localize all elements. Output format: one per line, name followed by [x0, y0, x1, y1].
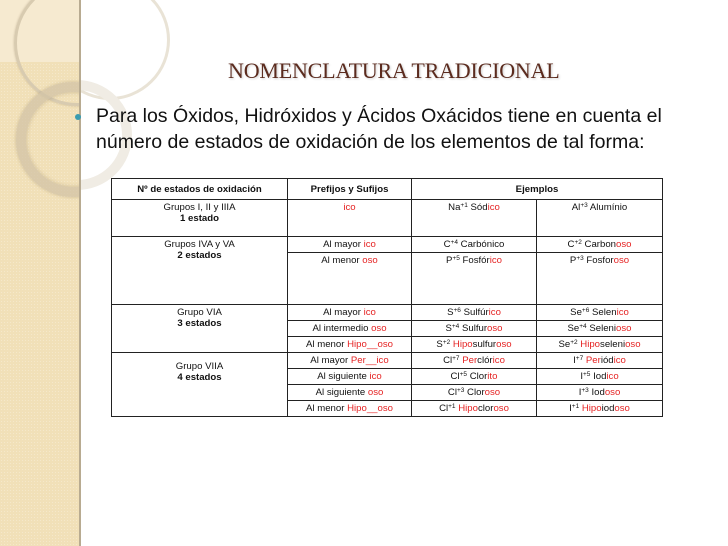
example-1	[412, 353, 537, 369]
bullet-icon	[75, 114, 81, 120]
example-1	[412, 385, 537, 401]
oxidation-number: +4	[579, 323, 587, 330]
red-affix: Per	[585, 355, 601, 366]
table-header-row	[112, 179, 663, 200]
decorative-ring	[16, 82, 81, 197]
name-part: Sulfur	[461, 323, 488, 334]
element-symbol: Al	[571, 202, 581, 213]
group-name: Grupo VIA	[177, 307, 222, 318]
oxidation-number: +5	[452, 255, 460, 262]
name-part: Alumínio	[589, 202, 628, 213]
red-affix: ico	[343, 202, 356, 213]
red-affix: ico	[606, 371, 619, 382]
group-cell	[112, 305, 288, 353]
red-affix: oso	[613, 255, 630, 266]
example-2	[537, 200, 663, 237]
element-symbol: C	[443, 239, 451, 250]
name-part: Sulfúr	[463, 307, 489, 318]
example-2	[537, 321, 663, 337]
example-2	[537, 253, 663, 305]
oxidation-number: +5	[582, 371, 591, 378]
element-symbol: I	[569, 403, 572, 414]
red-affix: ico	[363, 307, 376, 318]
red-affix: oso	[484, 387, 501, 398]
red-affix: ico	[616, 307, 629, 318]
prefix-suffix-rule	[288, 200, 412, 237]
red-affix: oso	[616, 239, 632, 250]
element-symbol: Cl	[443, 355, 453, 366]
name-part: Sód	[470, 202, 488, 213]
red-affix: Hipo	[580, 339, 601, 350]
example-1	[412, 253, 537, 305]
element-symbol: I	[578, 387, 582, 398]
red-affix: oso	[616, 323, 632, 334]
example-1	[412, 200, 537, 237]
group-name: Grupos I, II y IIIA	[163, 202, 236, 213]
red-affix: oso	[496, 339, 512, 350]
element-symbol: P	[446, 255, 453, 266]
name-part: Selen	[592, 307, 617, 318]
example-2	[537, 353, 663, 369]
group-cell	[112, 353, 288, 417]
oxidation-number: +2	[574, 239, 582, 246]
red-affix: Hipo	[458, 403, 478, 414]
red-affix: oso	[367, 387, 384, 398]
red-affix: ico	[488, 307, 501, 318]
prefix-suffix-rule	[288, 321, 412, 337]
prefix-suffix-rule	[288, 369, 412, 385]
prefix-suffix-rule	[288, 253, 412, 305]
group-name: Grupos IVA y VA	[164, 239, 235, 250]
red-affix: oso	[487, 323, 503, 334]
name-part: sulfur	[472, 339, 497, 350]
name-part: iód	[600, 355, 614, 366]
prefix-suffix-rule	[288, 401, 412, 417]
table-row	[112, 305, 663, 321]
red-affix: Hipo	[452, 339, 473, 350]
name-part: clór	[477, 355, 493, 366]
element-symbol: I	[573, 355, 576, 366]
table-row	[112, 237, 663, 253]
red-affix: ico	[489, 255, 502, 266]
oxidation-number: +3	[581, 387, 589, 394]
oxidation-number: +7	[575, 355, 584, 362]
element-symbol: S	[445, 323, 452, 334]
element-symbol: S	[436, 339, 443, 350]
element-symbol: Cl	[439, 403, 449, 414]
header-examples: Ejemplos	[412, 179, 663, 200]
text-part: Al mayor	[310, 355, 351, 366]
red-affix: ico	[613, 355, 626, 366]
name-part: Carbónico	[460, 239, 505, 250]
bullet-text: Para los Óxidos, Hidróxidos y Ácidos Oxácidos tiene en cuenta el número de estados de oxidación de los elementos de tal forma:	[96, 105, 662, 153]
oxidation-number: +4	[450, 239, 458, 246]
red-affix: oso	[625, 339, 641, 350]
element-symbol: C	[567, 239, 575, 250]
red-affix: ito	[487, 371, 498, 382]
red-affix: ico	[369, 371, 382, 382]
name-part: Clor	[469, 371, 488, 382]
red-affix: oso	[493, 403, 509, 414]
name-part: iod	[601, 403, 615, 414]
group-name: Grupo VIIA	[175, 361, 224, 372]
oxidation-number: +3	[576, 255, 584, 262]
name-part: clor	[477, 403, 494, 414]
text-part: Al intermedio	[312, 323, 372, 334]
oxidation-number: +6	[453, 307, 461, 314]
text-part: Al siguiente	[315, 387, 368, 398]
example-2	[537, 337, 663, 353]
name-part: Seleni	[589, 323, 617, 334]
oxidation-number: +6	[581, 307, 590, 314]
element-symbol: S	[447, 307, 454, 318]
oxidation-number: +1	[571, 403, 580, 410]
name-part: Clor	[467, 387, 485, 398]
example-2	[537, 237, 663, 253]
group-states: 4 estados	[177, 372, 222, 383]
name-part: Carbon	[584, 239, 617, 250]
element-symbol: Se	[570, 307, 582, 318]
oxidation-number: +2	[442, 339, 451, 346]
name-part: Fosfor	[586, 255, 614, 266]
group-states: 1 estado	[180, 213, 219, 224]
text-part: Al menor	[321, 255, 363, 266]
oxidation-number: +1	[460, 202, 468, 209]
red-affix: ico	[492, 355, 505, 366]
prefix-suffix-rule	[288, 385, 412, 401]
example-2	[537, 305, 663, 321]
oxidation-number: +3	[456, 387, 465, 394]
header-prefixes-suffixes: Prefijos y Sufijos	[288, 179, 412, 200]
oxidation-number: +3	[580, 202, 588, 209]
prefix-suffix-rule	[288, 353, 412, 369]
red-affix: Hipo__oso	[347, 339, 393, 350]
element-symbol: Se	[558, 339, 571, 350]
nomenclature-table	[111, 178, 663, 417]
example-2	[537, 385, 663, 401]
example-1	[412, 401, 537, 417]
text-part: Al siguiente	[317, 371, 370, 382]
name-part: Iod	[591, 387, 605, 398]
name-part: Iod	[593, 371, 607, 382]
oxidation-number: +1	[448, 403, 456, 410]
prefix-suffix-rule	[288, 237, 412, 253]
name-part: Fosfór	[462, 255, 490, 266]
example-2	[537, 401, 663, 417]
example-2	[537, 369, 663, 385]
oxidation-number: +7	[452, 355, 460, 362]
red-affix: Hipo__oso	[347, 403, 393, 414]
element-symbol: Cl	[450, 371, 460, 382]
red-affix: ico	[487, 202, 500, 213]
group-cell	[112, 237, 288, 305]
example-1	[412, 369, 537, 385]
red-affix: oso	[604, 387, 621, 398]
red-affix: ico	[363, 239, 376, 250]
text-part: Al menor	[306, 339, 348, 350]
oxidation-number: +4	[451, 323, 460, 330]
element-symbol: P	[569, 255, 577, 266]
red-affix: oso	[614, 403, 630, 414]
text-part: Al mayor	[323, 307, 364, 318]
table-row	[112, 353, 663, 369]
red-affix: oso	[371, 323, 387, 334]
text-part: Al menor	[306, 403, 348, 414]
slide-title: NOMENCLATURA TRADICIONAL	[228, 58, 560, 83]
oxidation-number: +2	[570, 339, 578, 346]
group-states: 2 estados	[177, 250, 222, 261]
group-states: 3 estados	[177, 318, 222, 329]
example-1	[412, 237, 537, 253]
element-symbol: Se	[567, 323, 580, 334]
element-symbol: I	[580, 371, 583, 382]
header-oxidation-states: Nº de estados de oxidación	[112, 179, 288, 200]
example-1	[412, 305, 537, 321]
red-affix: oso	[362, 255, 378, 266]
element-symbol: Na	[448, 202, 461, 213]
oxidation-number: +5	[459, 371, 468, 378]
group-cell	[112, 200, 288, 237]
name-part: seleni	[600, 339, 626, 350]
element-symbol: Cl	[447, 387, 457, 398]
table-row	[112, 200, 663, 237]
prefix-suffix-rule	[288, 305, 412, 321]
example-1	[412, 337, 537, 353]
red-affix: Per__ico	[350, 355, 389, 366]
red-affix: Hipo	[581, 403, 602, 414]
text-part: Al mayor	[323, 239, 364, 250]
example-1	[412, 321, 537, 337]
red-affix: Per	[462, 355, 478, 366]
prefix-suffix-rule	[288, 337, 412, 353]
